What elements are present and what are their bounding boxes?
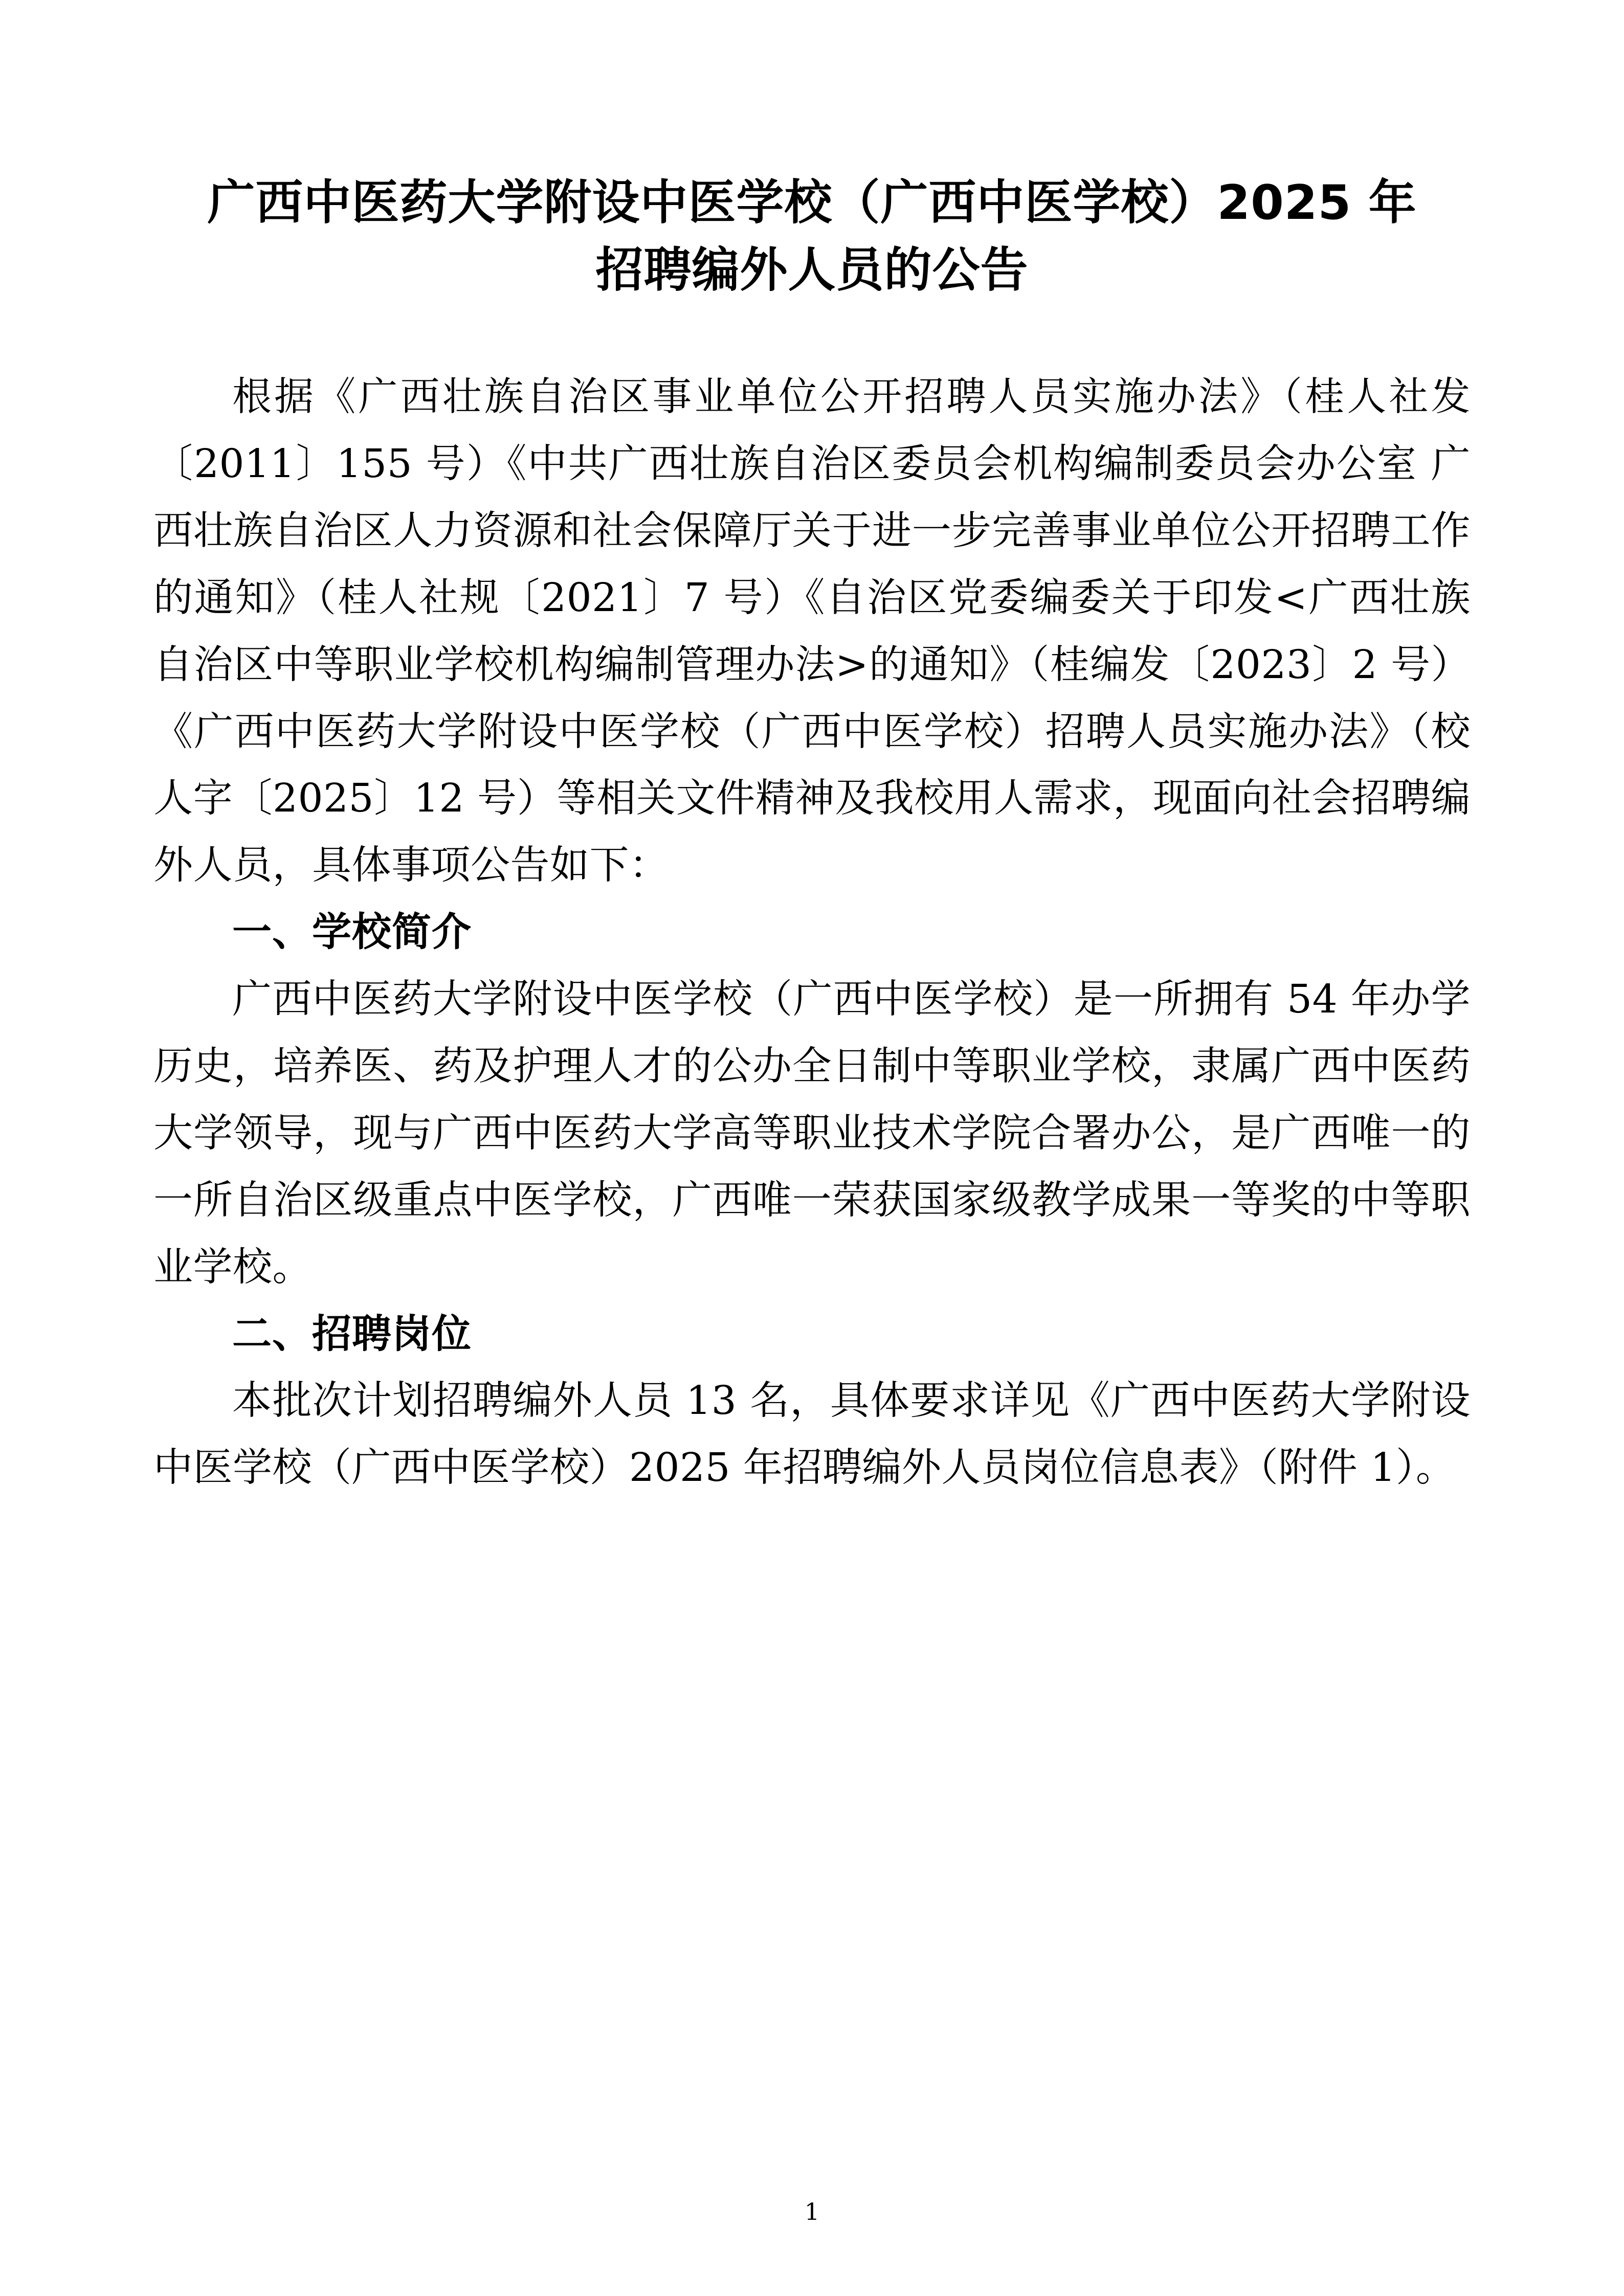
page-number: 1: [804, 2198, 820, 2225]
section-heading-positions: 二、招聘岗位: [232, 1311, 472, 1357]
paragraph-school-intro: 广西中医药大学附设中医学校（广西中医学校）是一所拥有 54 年办学历史，培养医、药及护理人才的公办全日制中等职业学校，隶属广西中医药大学领导，现与广西中医药大学高等职业技术学院合署办公，是广西唯一的一所自治区级重点中医学校，广西唯一荣获国家级教学成果一等奖的中等职业学校。: [153, 977, 1471, 1290]
document-body: [153, 364, 1471, 1502]
section-heading-school-intro: 一、学校简介: [232, 910, 472, 956]
paragraph-intro: 根据《广西壮族自治区事业单位公开招聘人员实施办法》（桂人社发〔2011〕155 号）《中共广西壮族自治区委员会机构编制委员会办公室 广西壮族自治区人力资源和社会保障厅关于进一步完善事业单位公开招聘工作的通知》（桂人社规〔2021〕7 号）《自治区党委编委关于印发<广西壮族自治区中等职业学校机构编制管理办法>的通知》（桂编发〔2023〕2 号）《广西中医药大学附设中医学校（广西中医学校）招聘人员实施办法》（校人字〔2025〕12 号）等相关文件精神及我校用人需求，现面向社会招聘编外人员，具体事项公告如下：: [153, 374, 1471, 889]
page-title: 广西中医药大学附设中医学校（广西中医学校）2025 年招聘编外人员的公告: [207, 175, 1417, 298]
paragraph-positions: 本批次计划招聘编外人员 13 名，具体要求详见《广西中医药大学附设中医学校（广西中医学校）2025 年招聘编外人员岗位信息表》（附件 1）。: [153, 1378, 1471, 1491]
